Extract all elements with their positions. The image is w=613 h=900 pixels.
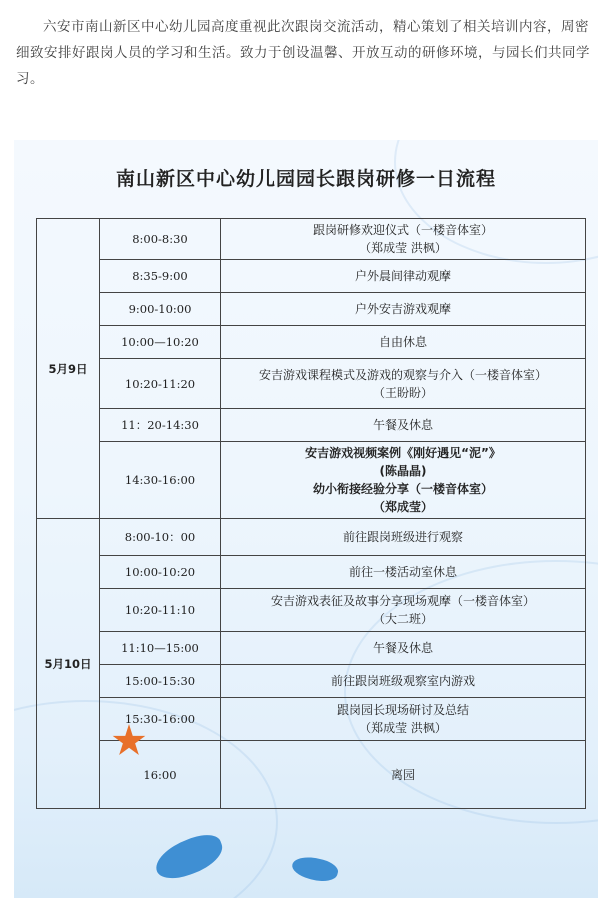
- schedule-row: [37, 359, 586, 409]
- activity-cell: [221, 326, 586, 359]
- activity-cell: [221, 219, 586, 260]
- schedule-row: [37, 519, 586, 556]
- activity-line: （郑成莹 洪枫）: [359, 721, 447, 735]
- activity-line: 跟岗研修欢迎仪式（一楼音体室）: [312, 223, 493, 237]
- activity-cell: [221, 698, 586, 741]
- time-cell: 8:00-10：00: [100, 519, 221, 556]
- schedule-row: [37, 741, 586, 809]
- schedule-row: [37, 260, 586, 293]
- time-cell: 9:00-10:00: [100, 293, 221, 326]
- time-cell: 10:20-11:10: [100, 589, 221, 632]
- time-cell: 14:30-16:00: [100, 442, 221, 519]
- time-cell: 10:00-10:20: [100, 556, 221, 589]
- activity-cell: [221, 293, 586, 326]
- date-cell: 5月10日: [37, 519, 100, 809]
- activity-line: （郑成莹 洪枫）: [359, 241, 447, 255]
- time-cell: 8:00-8:30: [100, 219, 221, 260]
- activity-cell: [221, 442, 586, 519]
- activity-cell: [221, 632, 586, 665]
- activity-line: 午餐及休息: [372, 418, 433, 432]
- schedule-row: [37, 219, 586, 260]
- activity-line: 午餐及休息: [372, 641, 433, 655]
- activity-line: 跟岗园长现场研讨及总结: [336, 703, 469, 717]
- time-cell: 10:20-11:20: [100, 359, 221, 409]
- time-cell: 15:30-16:00: [100, 698, 221, 741]
- schedule-row: [37, 632, 586, 665]
- activity-cell: [221, 556, 586, 589]
- activity-line: (陈晶晶): [379, 464, 427, 478]
- schedule-row: [37, 698, 586, 741]
- intro-paragraph: 六安市南山新区中心幼儿园高度重视此次跟岗交流活动，精心策划了相关培训内容，周密细致安排好跟岗人员的学习和生活。致力于创设温馨、开放互动的研修环境，与园长们共同学习。: [16, 19, 590, 87]
- activity-line: 前往一楼活动室休息: [348, 565, 457, 579]
- activity-cell: [221, 665, 586, 698]
- schedule-row: [37, 293, 586, 326]
- schedule-row: [37, 409, 586, 442]
- schedule-table: [36, 218, 586, 809]
- poster-title: 南山新区中心幼儿园园长跟岗研修一日流程: [115, 168, 496, 190]
- time-cell: 8:35-9:00: [100, 260, 221, 293]
- activity-line: 自由休息: [378, 335, 427, 349]
- activity-line: （郑成莹）: [372, 500, 433, 514]
- schedule-row: [37, 442, 586, 519]
- activity-cell: [221, 359, 586, 409]
- activity-cell: [221, 741, 586, 809]
- time-cell: 15:00-15:30: [100, 665, 221, 698]
- time-cell: 11:10—15:00: [100, 632, 221, 665]
- dolphin-icon: [290, 852, 340, 885]
- time-cell: 10:00—10:20: [100, 326, 221, 359]
- date-cell: 5月9日: [37, 219, 100, 519]
- activity-line: 户外安吉游戏观摩: [354, 302, 451, 316]
- activity-cell: [221, 409, 586, 442]
- schedule-row: [37, 589, 586, 632]
- schedule-poster: [14, 140, 598, 898]
- activity-line: （王盼盼）: [372, 385, 433, 400]
- activity-line: 安吉游戏视频案例《刚好遇见“泥”》: [305, 446, 501, 460]
- schedule-row: [37, 326, 586, 359]
- activity-line: 离园: [390, 767, 415, 782]
- schedule-row: [37, 665, 586, 698]
- time-cell: 16:00: [100, 741, 221, 809]
- activity-line: 安吉游戏课程模式及游戏的观察与介入（一楼音体室）: [258, 367, 547, 382]
- activity-line: （大二班）: [372, 612, 433, 626]
- activity-line: 前往跟岗班级观察室内游戏: [330, 674, 475, 688]
- schedule-row: [37, 556, 586, 589]
- activity-line: 前往跟岗班级进行观察: [342, 530, 463, 544]
- activity-cell: [221, 260, 586, 293]
- activity-cell: [221, 589, 586, 632]
- activity-cell: [221, 519, 586, 556]
- activity-line: 安吉游戏表征及故事分享现场观摩（一楼音体室）: [270, 594, 535, 608]
- time-cell: 11：20-14:30: [100, 409, 221, 442]
- activity-line: 户外晨间律动观摩: [354, 269, 451, 283]
- activity-line: 幼小衔接经验分享（一楼音体室）: [312, 482, 493, 496]
